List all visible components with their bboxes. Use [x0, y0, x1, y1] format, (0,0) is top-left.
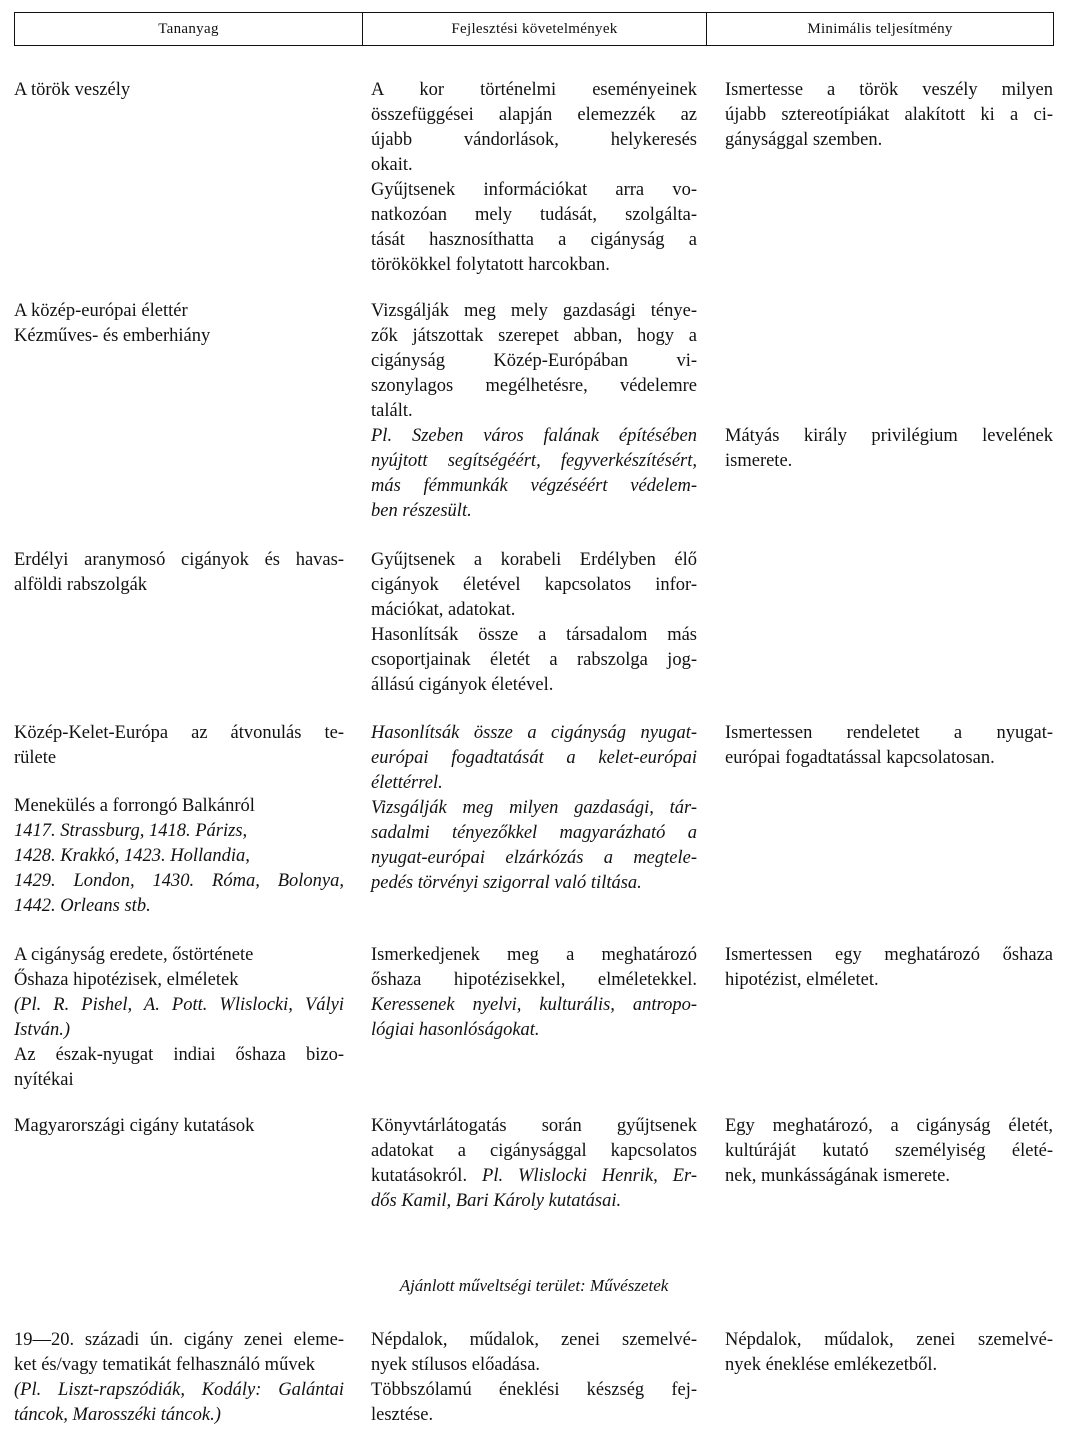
fejlesztesi-cell: Ismerkedjenek meg a meghatározó őshaza hipotézisekkel, elméletekkel. Keressenek nyelvi, kulturális, antropo- lógiai hasonlóságokat. — [371, 945, 697, 1040]
tananyag-cell: A török veszély — [14, 80, 131, 100]
section-note: Ajánlott műveltségi terület: Művészetek — [399, 1276, 669, 1295]
minimalis-cell: Egy meghatározó, a cigányság életét, kultúráját kutató személyiség életé- nek, munkásságának ismerete. — [725, 1116, 1053, 1186]
fejlesztesi-cell: Gyűjtsenek a korabeli Erdélyben élő cigányok életével kapcsolatos infor- mációkat, adatokat. Hasonlítsák össze a társadalom más csoportjainak életét a rabszolga jog- állású cigányok életével. — [371, 550, 697, 695]
table-header — [14, 12, 1054, 46]
tananyag-cell: Magyarországi cigány kutatások — [14, 1116, 255, 1136]
minimalis-cell: Mátyás király privilégium levelének ismerete. — [725, 426, 1053, 471]
minimalis-cell: Ismertessen egy meghatározó őshaza hipotézist, elméletet. — [725, 945, 1053, 990]
fejlesztesi-cell: Vizsgálják meg mely gazdasági ténye- zők játszottak szerepet abban, hogy a cigányság Közép-Európában vi- szonylagos megélhetésre, védelemre talált. Pl. Szeben város falának építésében nyújtott segítségéért, fegyverkészítésért, más fémmunkák végzéséért védelem- ben részesült. — [371, 301, 697, 521]
tananyag-cell: Erdélyi aranymosó cigányok és havas- alföldi rabszolgák — [14, 550, 344, 595]
header-tananyag: Tananyag — [15, 13, 363, 45]
header-minimalis-teljesitmeny: Minimális teljesítmény — [807, 20, 953, 37]
tananyag-cell: Közép-Kelet-Európa az átvonulás te- rülete Menekülés a forrongó Balkánról 1417. Strassburg, 1418. Párizs, 1428. Krakkó, 1423. Hollandia, 1429. London, 1430. Róma, Bolonya, 1442. Orleans stb. — [14, 723, 344, 916]
fejlesztesi-cell: Népdalok, műdalok, zenei szemelvé- nyek stílusos előadása. Többszólamú éneklési készség fej- lesztése. — [371, 1330, 697, 1425]
fejlesztesi-cell: A kor történelmi eseményeinek összefüggései alapján elemezzék az újabb vándorlások, helykeresés okait. Gyűjtsenek információkat arra vo- natkozóan mely tudását, szolgálta- tását hasznosíthatta a cigányság a törökökkel folytatott harcokban. — [371, 80, 697, 275]
tananyag-cell: A közép-európai élettér Kézműves- és emberhiány — [14, 301, 211, 346]
fejlesztesi-cell: Könyvtárlátogatás során gyűjtsenek adatokat a cigánysággal kapcsolatos kutatásokról. Pl. Wlislocki Henrik, Er- dős Kamil, Bari Károly kutatásai. — [371, 1116, 697, 1211]
minimalis-cell: Ismertesse a török veszély milyen újabb sztereotípiákat alakított ki a ci- gánysággal szemben. — [725, 80, 1053, 150]
minimalis-cell: Ismertessen rendeletet a nyugat- európai fogadtatással kapcsolatosan. — [725, 723, 1053, 768]
tananyag-cell: A cigányság eredete, őstörténete Őshaza hipotézisek, elméletek (Pl. R. Pishel, A. Pott. Wlislocki, Vályi István.) Az észak-nyugat indiai őshaza bizo- nyítékai — [14, 945, 344, 1090]
fejlesztesi-cell: Hasonlítsák össze a cigányság nyugat- európai fogadtatását a kelet-európai élettérrel. Vizsgálják meg milyen gazdasági, tár- sadalmi tényezőkkel magyarázható a nyugat-európai elzárkózás a megtele- pedés törvényi szigorral való tiltása. — [371, 723, 697, 893]
tananyag-cell: 19—20. századi ún. cigány zenei eleme- ket és/vagy tematikát felhasználó művek (Pl. Liszt-rapszódiák, Kodály: Galántai táncok, Marosszéki táncok.) — [14, 1330, 344, 1425]
header-fejlesztesi-kovetelmenyek: Fejlesztési követelmények — [363, 13, 707, 45]
minimalis-cell: Népdalok, műdalok, zenei szemelvé- nyek éneklése emlékezetből. — [725, 1330, 1053, 1375]
